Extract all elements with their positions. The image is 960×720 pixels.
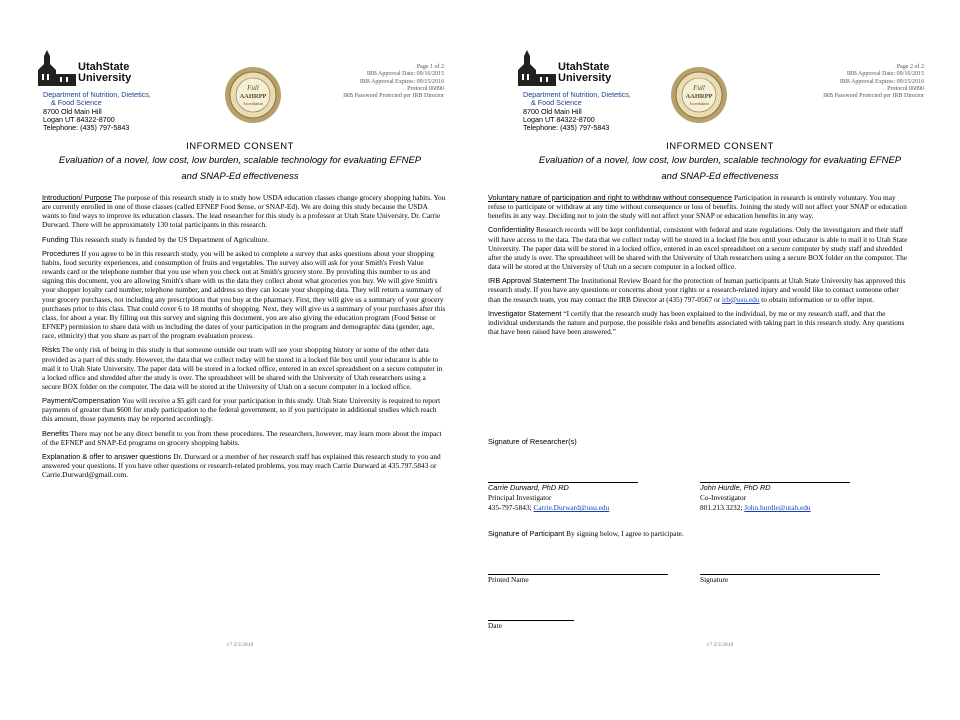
- study-title: [480, 153, 960, 185]
- section-text: The only risk of being in this study is that someone outside our team will see your shopping history or some of the other data provided as a part of this study. However, the data that we collect today will be stored in a locked file box until your educator is able to mail it to Utah State University. The paper data will be stored in a locked office, entered in an excel spreadsheet on a secure computer in a locked office and shredded after the study is over. The spreadsheet will be shared with the University of Utah researchers using a secure BOX folder on the computer. The data will be stored at the University of Utah on a secure computer in a locked office.: [42, 345, 443, 391]
- svg-text:Accreditation: Accreditation: [689, 102, 709, 106]
- section-heading: Funding: [42, 234, 69, 244]
- consent-body: [42, 193, 446, 484]
- svg-text:UtahState: UtahState: [558, 61, 610, 73]
- researcher1-phone: 435-797-5843;: [488, 503, 534, 512]
- telephone-line: Telephone: (435) 797-5843: [43, 123, 130, 133]
- svg-text:UtahState: UtahState: [78, 61, 130, 73]
- confidentiality-section: [488, 225, 908, 271]
- svg-text:University: University: [78, 72, 132, 84]
- study-title: [0, 153, 480, 185]
- participant-signature-heading: [488, 529, 684, 538]
- usu-logo: [34, 48, 154, 88]
- irb-approval-expires: IRB Approval Expires: 09/15/2016: [839, 78, 924, 85]
- version-footer: v7 2/3/2010: [706, 642, 734, 648]
- researcher2-contact: [700, 503, 811, 512]
- section-heading: Risks: [42, 345, 60, 355]
- irb-approval-date: IRB Approval Date: 09/16/2015: [366, 71, 444, 78]
- section-heading: IRB Approval Statement: [488, 276, 567, 286]
- section-text: “I certify that the research study has been explained to the individual, by me or my research staff, and that the individual understands the nature and purpose, the possible risks and benefits associated with taking part in this research study. Any questions that have been raised have been answered.”: [488, 308, 905, 337]
- aahrpp-seal: [670, 66, 728, 124]
- researcher1-contact: [488, 503, 609, 512]
- department-line: & Food Science: [51, 98, 102, 108]
- irb-protocol: Protocol 06890: [887, 85, 924, 92]
- section-heading: Explanation & offer to answer questions: [42, 451, 172, 461]
- researcher2-email-link[interactable]: John.hurdle@utah.edu: [744, 503, 811, 512]
- irb-protocol: Protocol 06890: [407, 85, 444, 92]
- printed-name-label: Printed Name: [488, 575, 529, 584]
- document-title: INFORMED CONSENT: [186, 141, 294, 152]
- department-line: & Food Science: [531, 98, 582, 108]
- svg-text:University: University: [558, 72, 612, 84]
- telephone-line: Telephone: (435) 797-5843: [523, 123, 610, 133]
- svg-text:AAHRPP: AAHRPP: [239, 93, 267, 100]
- irb-approval-section: [488, 276, 908, 303]
- study-title-line: Evaluation of a novel, low cost, low burden, scalable technology for evaluating EFNEP: [58, 155, 422, 166]
- consent-body: [488, 193, 908, 341]
- irb-approval-date: IRB Approval Date: 09/16/2015: [846, 71, 924, 78]
- benefits-section: [42, 429, 446, 447]
- section-heading: Confidentiality: [488, 225, 535, 235]
- section-text: Research records will be kept confidential, consistent with federal and state regulations. Only the investigators and their staff will have access to the data. The data that we collect today will be stored in a locked file box until your educator is able to mail it to Utah State University. The paper data will be stored in a locked office, entered in an excel spreadsheet on a secure computer by study staff and shredded after the study is over. The spreadsheet will be shared with the University of Utah researchers using a secure BOX folder on the computer. The data will be stored at the University of Utah on a secure computer in a locked office.: [488, 225, 908, 272]
- section-text: If you agree to be in this research study, you will be asked to complete a survey that asks questions about your shopping habits, food security experiences, and consumption of fruits and vegetables. The survey also will ask for your Smith's Fresh Value rewards card or the telephone number that you use when you check out at Smith's grocery store. By providing this number to us and signing this document, you are allowing Smith's share with us the data they collect about what groceries you buy. We will give Smith's your shopper loyalty card number, telephone number, and address so they can locate your shopping data. They will return a summary of your grocery purchases, not including any prescriptions that you buy at the pharmacy. First, they will give us a summary of your grocery purchases prior to this class. That could cover 6 to 18 months of shopping. Next, they will give us a summary of your purchases after this class, for about a year. By filling out this survey and signing this document, you are also giving the education program (Food $ense or EFNEP) permission to share data with us including the dates of your participation in the program and demographic data (gender, age, race, ethnicity) that you share as part of the program evaluation process.: [42, 248, 446, 341]
- section-heading: Investigator Statement: [488, 308, 562, 318]
- signature-label: Signature: [700, 575, 729, 584]
- consent-page-2: [480, 0, 960, 720]
- usu-logo: [514, 48, 634, 88]
- study-title-line: Evaluation of a novel, low cost, low burden, scalable technology for evaluating EFNEP: [538, 155, 902, 166]
- date-label: Date: [488, 621, 502, 630]
- researcher1-role: Principal Investigator: [488, 493, 552, 502]
- department-line: Department of Nutrition, Dietetics,: [43, 90, 151, 99]
- irb-email-link[interactable]: irb@usu.edu: [721, 294, 760, 304]
- section-text: This research study is funded by the US Department of Agriculture.: [68, 234, 270, 244]
- address-line: Logan UT 84322-8700: [43, 114, 115, 124]
- document-title: INFORMED CONSENT: [666, 141, 774, 152]
- department-line: Department of Nutrition, Dietetics,: [523, 90, 631, 99]
- irb-password-note: IRB Password Protected per IRB Director: [343, 93, 444, 100]
- address-line: 8700 Old Main Hill: [43, 106, 102, 116]
- section-text: to obtain information or to offer input.: [759, 294, 874, 304]
- address-line: Logan UT 84322-8700: [523, 114, 595, 124]
- section-text: The Institutional Review Board for the protection of human participants at Utah State University has approved this research study. If you have any questions or concerns about your rights or a research-related injury and would like to contact someone other than the research team, you may contact the IRB Director at (435) 797-0567 or: [488, 276, 906, 304]
- irb-approval-expires: IRB Approval Expires: 09/15/2016: [359, 78, 444, 85]
- irb-approval-block: [823, 64, 924, 100]
- section-text: By signing below, I agree to participate.: [564, 529, 684, 538]
- study-title-line: and SNAP-Ed effectiveness: [661, 171, 779, 182]
- address-line: 8700 Old Main Hill: [523, 106, 582, 116]
- researcher-signature-heading: Signature of Researcher(s): [488, 437, 577, 446]
- section-heading: Voluntary nature of participation and right to withdraw without consequence: [488, 193, 733, 202]
- svg-text:Full: Full: [247, 84, 259, 92]
- researcher2-name: John Hurdle, PhD RD: [700, 483, 771, 492]
- section-heading: Benefits: [42, 428, 69, 438]
- section-text: Participation in research is entirely voluntary. You may refuse to participate or withdraw at any time without consequence or loss of benefits. Joining the study will not affect your SNAP or education benefits in any way. Deciding not to join the study will not affect your SNAP or education benefits in any way.: [488, 193, 907, 221]
- section-heading: Signature of Participant: [488, 529, 565, 538]
- researcher1-email-link[interactable]: Carrie.Durward@usu.edu: [533, 503, 610, 512]
- risks-section: [42, 345, 446, 391]
- introduction-section: [42, 193, 446, 230]
- svg-text:Full: Full: [693, 84, 705, 92]
- procedures-section: [42, 249, 446, 341]
- version-footer: v7 2/3/2010: [226, 642, 254, 648]
- explanation-section: [42, 452, 446, 479]
- aahrpp-seal: [224, 66, 282, 124]
- department-address: [43, 91, 151, 132]
- researcher2-role: Co-Investigator: [700, 493, 747, 502]
- section-heading: Introduction/ Purpose: [42, 193, 112, 202]
- study-title-line: and SNAP-Ed effectiveness: [181, 171, 299, 182]
- section-text: There may not be any direct benefit to you from these procedures. The researchers, however, may learn more about the impact of the EFNEP and SNAP-Ed programs on grocery shopping habits.: [42, 428, 442, 447]
- irb-password-note: IRB Password Protected per IRB Director: [823, 93, 924, 100]
- funding-section: [42, 235, 446, 244]
- department-address: [523, 91, 631, 132]
- voluntary-section: [488, 193, 908, 220]
- section-text: The purpose of this research study is to study how USDA education classes change grocery shopping habits. You are currently enrolled in one of those classes (called EFNEP Food $ense, or SNAP-Ed). We are doing this study because the USDA wants to find ways to improve its education classes. The lead researcher for this study is a professor at Utah State University, Dr. Carrie Durward. There will be approximately 130 total participants in this research.: [42, 193, 446, 230]
- irb-approval-block: [343, 64, 444, 100]
- investigator-section: [488, 309, 908, 336]
- section-heading: Procedures: [42, 248, 80, 258]
- section-text: Dr. Durward or a member of her research staff has explained this research study to you and answered your questions. If you have other questions or research-related problems, you may reach Carrie Durward at 435.797.5843 or Carrie.Durward@gmail.com.: [42, 451, 441, 480]
- svg-text:AAHRPP: AAHRPP: [685, 93, 713, 100]
- section-text: You will receive a $5 gift card for your participation in this study. Utah State University is required to report payments of greater than $600 for study participation to the federal government, so if you participate in additional studies which reach this amount, those payments may be reported accordingly.: [42, 396, 441, 424]
- section-heading: Payment/Compensation: [42, 396, 121, 406]
- researcher1-name: Carrie Durward, PhD RD: [488, 483, 569, 492]
- page-label: Page 2 of 2: [896, 64, 924, 70]
- svg-text:Accreditation: Accreditation: [243, 102, 263, 106]
- payment-section: [42, 396, 446, 423]
- page-label: Page 1 of 2: [416, 64, 444, 70]
- researcher2-phone: 801.213.3232;: [700, 503, 745, 512]
